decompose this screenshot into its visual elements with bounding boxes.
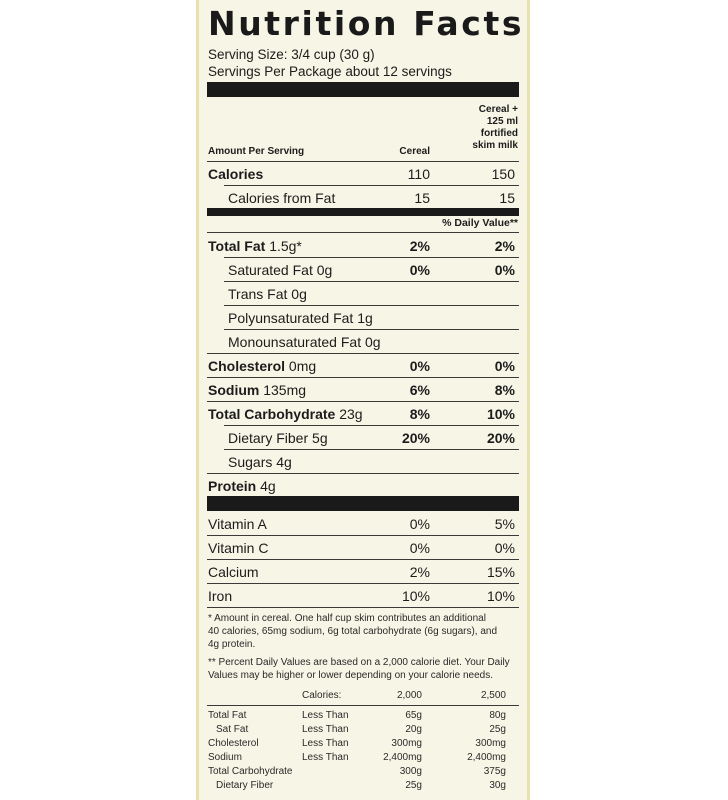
divider [207,161,519,162]
vitamin-c-cereal: 0% [409,540,430,556]
trans-fat-row [228,286,307,302]
reference-row-col1: 25g [405,780,422,791]
divider [207,607,519,608]
divider [207,473,519,474]
divider [207,377,519,378]
divider [207,353,519,354]
nutrient-amount: 4g [260,478,276,494]
reference-row-name: Dietary Fiber [216,780,274,791]
nutrient-amount: 0mg [288,358,317,374]
column-header-line: 125 ml [486,116,518,127]
servings-per-package: Servings Per Package about 12 servings [208,64,452,79]
reference-row-name: Total Fat [208,710,247,721]
thick-divider-mid [207,208,519,216]
column-header-line: Cereal + [478,104,518,115]
reference-row-col2: 300mg [475,738,506,749]
nutrient-name: Polyunsaturated Fat [228,310,354,326]
package-background-left [0,0,196,800]
saturated-fat-row [228,262,332,278]
vitamin-a-milk: 5% [494,516,515,532]
cholesterol-milk-dv: 0% [494,358,515,374]
reference-row-qualifier: Less Than [302,710,349,721]
thick-divider-top [207,82,519,97]
reference-row-name: Sat Fat [216,724,249,735]
calories-row-label [208,166,263,182]
divider [207,559,519,560]
divider [207,535,519,536]
sodium-row [208,382,306,398]
nutrient-amount: 1g [357,310,373,326]
vitamin-c-label: Vitamin C [208,540,269,556]
divider [207,583,519,584]
reference-row-name: Cholesterol [208,738,259,749]
calories-from-fat-label: Calories from Fat [228,190,336,206]
total-carbohydrate-milk-dv: 10% [486,406,515,422]
divider [224,449,519,450]
nutrient-name: Protein [208,478,257,494]
nutrient-name: Total Carbohydrate [208,406,336,422]
cholesterol-cereal-dv: 0% [409,358,430,374]
vitamin-a-label: Vitamin A [208,516,267,532]
reference-calories-label: Calories: [302,690,342,701]
reference-row-col1: 20g [405,724,422,735]
serving-size: Serving Size: 3/4 cup (30 g) [208,47,375,62]
label-edge-right [527,0,530,800]
nutrient-amount: 0g [364,334,381,350]
reference-row-col2: 2,400mg [467,752,506,763]
sodium-cereal-dv: 6% [409,382,430,398]
calcium-cereal: 2% [409,564,430,580]
footnote-line: * Amount in cereal. One half cup skim contributes an additional [208,613,486,624]
footnote-line: ** Percent Daily Values are based on a 2,000 calorie diet. Your Daily [208,657,510,668]
calories-cereal-value: 110 [407,166,430,182]
divider [224,185,519,186]
vitamin-a-cereal: 0% [409,516,430,532]
reference-row-qualifier: Less Than [302,752,349,763]
footnote-line: Values may be higher or lower depending on your calorie needs. [208,670,493,681]
calcium-label: Calcium [208,564,259,580]
dietary-fiber-cereal-dv: 20% [401,430,430,446]
divider [207,232,519,233]
calories-from-fat-cereal: 15 [414,190,430,206]
sodium-milk-dv: 8% [494,382,515,398]
nutrient-amount: 23g [339,406,363,422]
reference-row-qualifier: Less Than [302,738,349,749]
nutrient-amount: 4g [276,454,292,470]
nutrient-name: Trans Fat [228,286,288,302]
nutrient-name: Cholesterol [208,358,286,374]
column-header-line: skim milk [472,140,518,151]
nutrient-name: Sodium [208,382,260,398]
total-carbohydrate-row [208,406,363,422]
reference-row-col2: 375g [483,766,506,777]
reference-row-col1: 300g [399,766,422,777]
total-fat-row [208,238,302,254]
calories-label: Calories [208,166,264,182]
monounsaturated-fat-row [228,334,381,350]
calories-milk-value: 150 [491,166,515,182]
divider [224,425,519,426]
nutrient-name: Total Fat [208,238,266,254]
reference-row-col2: 80g [489,710,506,721]
column-header-cereal-milk [440,104,518,152]
total-fat-cereal-dv: 2% [409,238,430,254]
nutrient-name: Dietary Fiber [228,430,309,446]
footnote-amount-in-cereal [208,612,497,651]
amount-per-serving-header: Amount Per Serving [208,146,305,157]
nutrient-amount: 135mg [263,382,307,398]
column-header-line: fortified [480,128,518,139]
iron-milk: 10% [486,588,515,604]
nutrient-amount: 0g [291,286,307,302]
divider [224,257,519,258]
reference-row-col2: 25g [489,724,506,735]
sugars-row [228,454,292,470]
protein-row [208,478,276,494]
nutrient-amount: 1.5g* [269,238,302,254]
reference-calories-2000: 2,000 [396,690,422,701]
column-header-cereal: Cereal [399,146,430,157]
reference-row-col2: 30g [489,780,506,791]
nutrient-amount: 5g [312,430,328,446]
total-carbohydrate-cereal-dv: 8% [409,406,430,422]
divider [207,705,519,706]
calcium-milk: 15% [486,564,515,580]
nutrient-name: Saturated Fat [228,262,313,278]
daily-value-header: % Daily Value** [442,217,518,229]
reference-row-name: Total Carbohydrate [208,766,293,777]
footnote-daily-values [208,656,510,682]
reference-row-col1: 300mg [391,738,422,749]
divider [207,401,519,402]
dietary-fiber-row [228,430,328,446]
label-title: Nutrition Facts [208,4,525,43]
divider [224,305,519,306]
reference-row-col1: 2,400mg [383,752,422,763]
thick-divider-vitamins [207,496,519,511]
calories-from-fat-milk: 15 [499,190,515,206]
reference-row-col1: 65g [405,710,422,721]
dietary-fiber-milk-dv: 20% [486,430,515,446]
nutrient-name: Sugars [228,454,273,470]
iron-cereal: 10% [401,588,430,604]
saturated-fat-cereal-dv: 0% [409,262,430,278]
total-fat-milk-dv: 2% [494,238,515,254]
reference-row-name: Sodium [208,752,242,763]
cholesterol-row [208,358,316,374]
label-edge-left [196,0,199,800]
iron-label: Iron [208,588,233,604]
footnote-line: 40 calories, 65mg sodium, 6g total carbohydrate (6g sugars), and [208,626,498,637]
divider [224,281,519,282]
saturated-fat-milk-dv: 0% [494,262,515,278]
footnote-line: 4g protein. [208,639,256,650]
nutrient-name: Monounsaturated Fat [228,334,362,350]
package-background-right [530,0,728,800]
reference-calories-2500: 2,500 [480,690,506,701]
reference-row-qualifier: Less Than [302,724,349,735]
divider [224,329,519,330]
nutrient-amount: 0g [316,262,333,278]
polyunsaturated-fat-row [228,310,373,326]
vitamin-c-milk: 0% [494,540,515,556]
